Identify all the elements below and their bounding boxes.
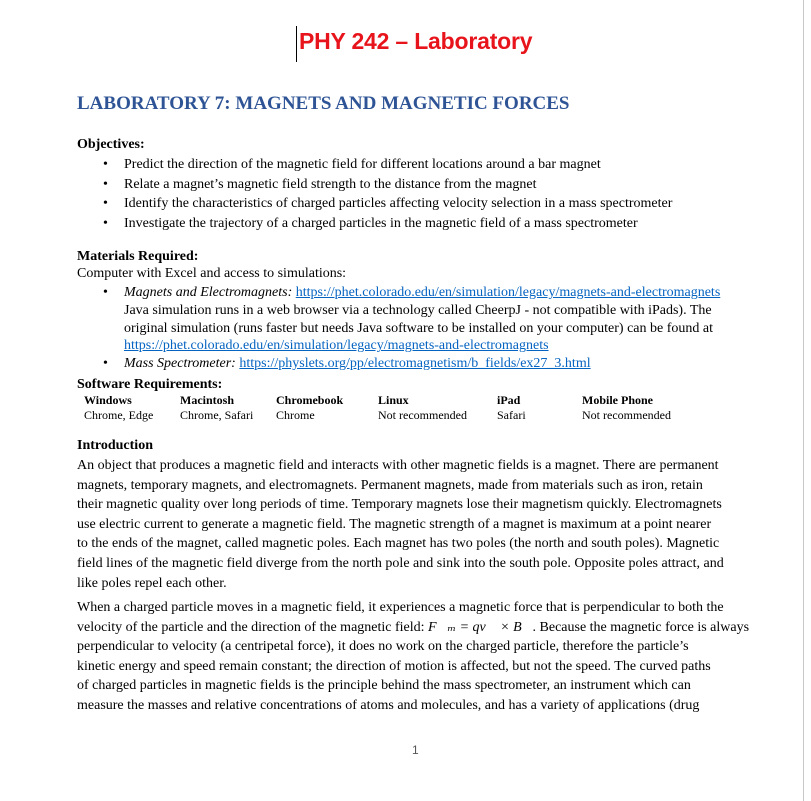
formula-trail-text: . Because the magnetic force is always xyxy=(532,619,750,635)
paragraph-line: like poles repel each other. xyxy=(77,575,227,591)
materials-list xyxy=(96,284,720,373)
paragraph-line: magnets, temporary magnets, and electromagnets. Permanent magnets, made from materials such as iron, retain xyxy=(77,477,703,493)
paragraph-line: kinetic energy and speed remain constant; the direction of motion is affected, but not the speed. The curved paths xyxy=(77,658,711,674)
software-column xyxy=(378,393,467,423)
sim1-desc-line: Java simulation runs in a web browser via a technology called CheerpJ - not compatible with iPads). The xyxy=(124,302,712,318)
paragraph-line: When a charged particle moves in a magnetic field, it experiences a magnetic force that is perpendicular to both the xyxy=(77,600,724,615)
objective-item: • Predict the direction of the magnetic field for different locations around a bar magnet xyxy=(96,155,672,175)
software-column xyxy=(180,393,253,423)
platform-label: Linux xyxy=(378,393,409,407)
formula-lead-text: velocity of the particle and the direction of the magnetic field: xyxy=(77,619,429,635)
software-column xyxy=(276,393,343,423)
sim2-link[interactable]: https://physlets.org/pp/electromagnetism/b_fields/ex27_3.html xyxy=(239,356,591,372)
paragraph-line: their magnetic quality over long periods of time. Temporary magnets lose their magnetism quickly. Electromagnets xyxy=(77,497,722,513)
paragraph-line: field lines of the magnetic field diverge from the north pole and sink into the south pole. Opposite poles attract, and xyxy=(77,555,724,571)
sim1-desc-line: original simulation (runs faster but needs Java software to be installed on your computer) can be found at xyxy=(124,320,713,336)
lab-title: LABORATORY 7: MAGNETS AND MAGNETIC FORCES xyxy=(77,93,570,114)
sim2-label: Mass Spectrometer: xyxy=(124,356,236,372)
browser-value: Chrome xyxy=(276,408,315,422)
objective-item: • Identify the characteristics of charged particles affecting velocity selection in a mass spectrometer xyxy=(96,194,672,214)
paragraph-line: use electric current to generate a magnetic field. The magnetic strength of a magnet is maximum at a point nearer xyxy=(77,516,712,532)
sim1-link[interactable]: https://phet.colorado.edu/en/simulation/legacy/magnets-and-electromagnets xyxy=(295,285,721,300)
material-item-magnets xyxy=(96,284,720,355)
platform-label: Mobile Phone xyxy=(582,393,653,407)
browser-value: Chrome, Safari xyxy=(180,408,254,422)
lorentz-force-formula: F⃗ₘ = qv⃗ × B⃗ xyxy=(428,619,533,635)
browser-value: Safari xyxy=(497,408,526,422)
paragraph-line: measure the masses and relative concentrations of atoms and molecules, and has a variety of applications (drug xyxy=(77,697,700,713)
sim1-alt-link[interactable]: https://phet.colorado.edu/en/simulation/legacy/magnets-and-electromagnets xyxy=(124,338,549,354)
course-title: PHY 242 – Laboratory xyxy=(299,28,533,54)
paragraph-line: An object that produces a magnetic field and interacts with other magnetic fields is a magnet. There are permanent xyxy=(77,458,719,473)
material-item-mass-spectrometer xyxy=(96,355,720,373)
intro-paragraph-2 xyxy=(77,598,767,716)
software-column xyxy=(582,393,671,423)
objectives-list xyxy=(96,155,672,234)
page-edge xyxy=(803,0,804,801)
platform-label: Chromebook xyxy=(276,393,344,407)
objective-item: • Relate a magnet’s magnetic field strength to the distance from the magnet xyxy=(96,175,672,195)
sim1-label: Magnets and Electromagnets: xyxy=(124,285,293,300)
objectives-heading: Objectives: xyxy=(77,137,145,152)
paragraph-line: to the ends of the magnet, called magnetic poles. Each magnet has two poles (the north and south poles). Magnetic xyxy=(77,536,720,552)
platform-label: Macintosh xyxy=(180,393,234,407)
intro-paragraph-1 xyxy=(77,456,767,593)
materials-intro: Computer with Excel and access to simulations: xyxy=(77,266,347,281)
paragraph-line: perpendicular to velocity (a centripetal force), it does no work on the charged particle, therefore the particle’s xyxy=(77,639,689,655)
browser-value: Chrome, Edge xyxy=(84,408,154,422)
introduction-heading: Introduction xyxy=(77,438,153,453)
text-cursor xyxy=(296,26,297,62)
paragraph-line: of charged particles in magnetic fields is the principle behind the mass spectrometer, an instrument which can xyxy=(77,678,691,694)
browser-value: Not recommended xyxy=(378,408,467,422)
page-number: 1 xyxy=(412,743,419,757)
software-heading: Software Requirements: xyxy=(77,377,223,392)
materials-heading: Materials Required: xyxy=(77,249,199,264)
software-column xyxy=(84,393,153,423)
paragraph-line-with-formula xyxy=(77,618,767,638)
objective-item: • Investigate the trajectory of a charged particles in the magnetic field of a mass spectrometer xyxy=(96,214,672,234)
platform-label: Windows xyxy=(84,393,132,407)
browser-value: Not recommended xyxy=(582,408,671,422)
software-column xyxy=(497,393,526,423)
platform-label: iPad xyxy=(497,393,521,407)
